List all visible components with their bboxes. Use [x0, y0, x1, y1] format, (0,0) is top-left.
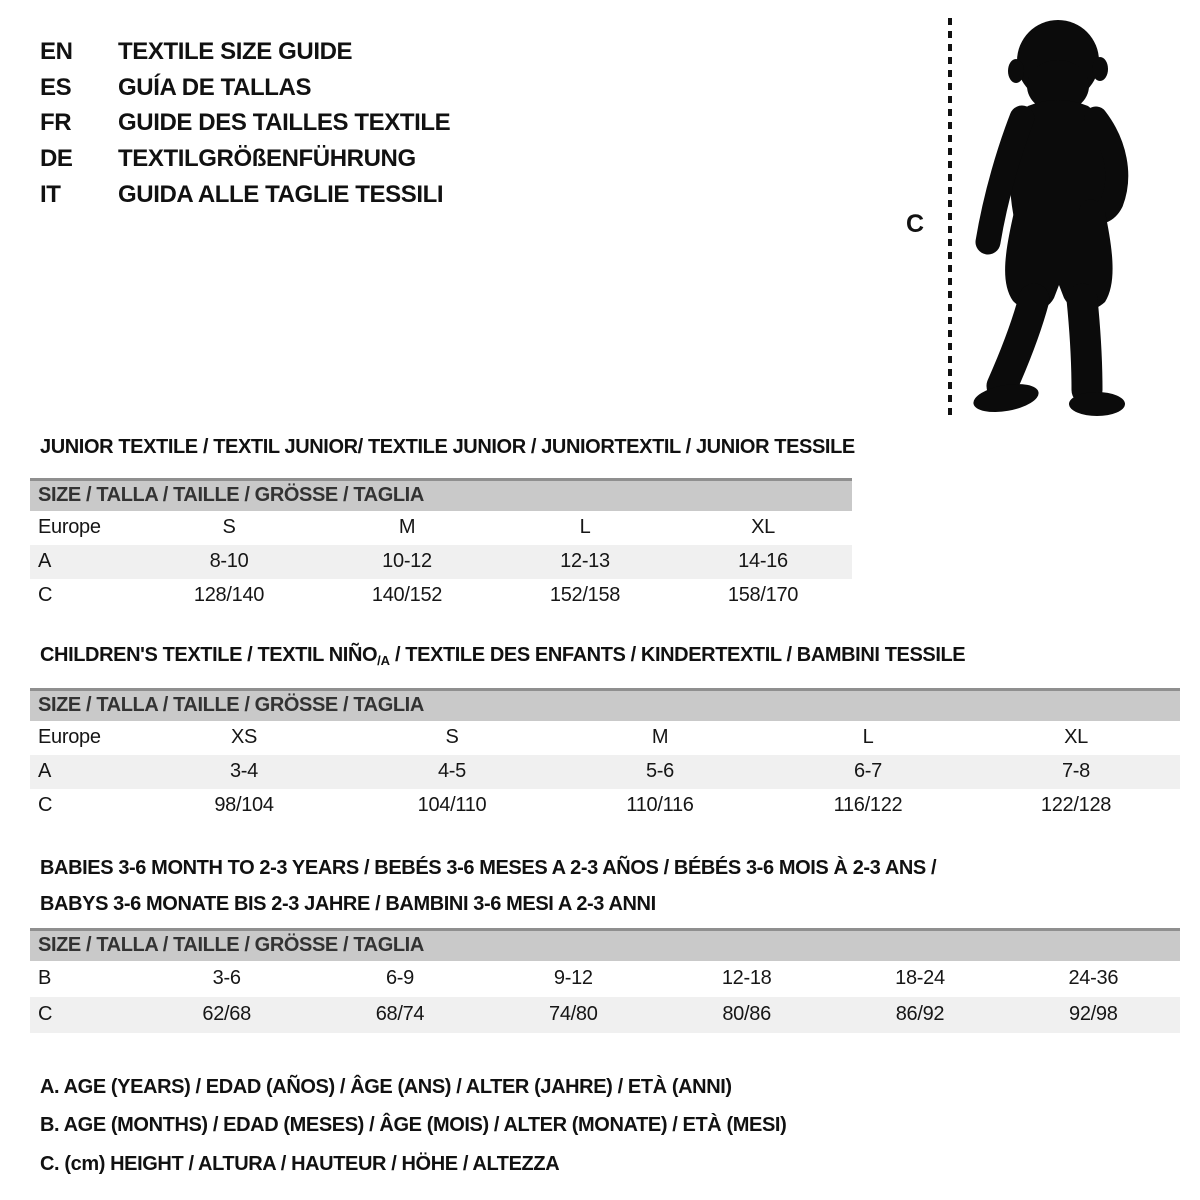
size-value: M [651, 726, 669, 748]
language-code: DE [40, 145, 73, 173]
footnote-legend [40, 1068, 786, 1184]
children-title-post: / TEXTILE DES ENFANTS / KINDERTEXTIL / BAMBINI TESSILE [389, 644, 966, 666]
babies-title-line2: BABYS 3-6 MONATE BIS 2-3 JAHRE / BAMBINI 3-6 MESI A 2-3 ANNI [40, 892, 656, 915]
row-label: C [30, 997, 140, 1033]
size-value: 8-10 [140, 545, 318, 579]
babies-section-title [40, 851, 936, 922]
footnote-b: B. AGE (MONTHS) / EDAD (MESES) / ÂGE (MOIS) / ALTER (MONATE) / ETÀ (MESI) [40, 1114, 787, 1137]
row-label: Europe [38, 726, 101, 748]
height-measure-line [948, 18, 952, 418]
size-value: 62/68 [140, 997, 313, 1033]
size-value: 12-18 [721, 967, 772, 989]
table-row [30, 579, 852, 613]
size-value: S [445, 726, 459, 748]
children-section-title [40, 644, 965, 668]
size-value: 10-12 [318, 545, 496, 579]
language-label: TEXTILE SIZE GUIDE [118, 37, 353, 65]
table-row [30, 511, 852, 545]
size-value: 18-24 [895, 967, 945, 989]
footnote-c: C. (cm) HEIGHT / ALTURA / HAUTEUR / HÖHE / ALTEZZA [40, 1152, 560, 1175]
size-value: L [579, 516, 591, 538]
table-row [30, 997, 1180, 1033]
size-value: 116/122 [833, 794, 903, 816]
children-title-subscript: /A [377, 653, 390, 668]
size-value: L [862, 726, 874, 748]
footnote-a: A. AGE (YEARS) / EDAD (AÑOS) / ÂGE (ANS) / ALTER (JAHRE) / ETÀ (ANNI) [40, 1075, 732, 1098]
language-label: TEXTILGRÖßENFÜHRUNG [118, 145, 416, 173]
size-value: XL [751, 516, 775, 538]
size-value: 86/92 [833, 997, 1006, 1033]
row-label: B [38, 967, 52, 989]
language-row-en [40, 34, 450, 70]
size-value: 152/158 [549, 584, 621, 606]
size-value: 4-5 [348, 755, 556, 789]
size-value: 110/116 [626, 794, 694, 816]
size-table-header: SIZE / TALLA / TAILLE / GRÖSSE / TAGLIA [30, 930, 1180, 961]
size-value: 24-36 [1068, 967, 1119, 989]
children-size-table [30, 688, 1180, 823]
size-value: XS [230, 726, 258, 748]
size-value: 74/80 [487, 997, 660, 1033]
size-value: 12-13 [496, 545, 674, 579]
size-value: 104/110 [417, 794, 487, 816]
language-label: GUÍA DE TALLAS [118, 73, 312, 101]
size-value: 7-8 [972, 755, 1180, 789]
size-value: 80/86 [660, 997, 833, 1033]
row-label: C [38, 794, 53, 816]
language-code: EN [40, 37, 73, 65]
size-value: 9-12 [553, 967, 593, 989]
language-list [40, 34, 450, 213]
size-value: 5-6 [556, 755, 764, 789]
size-table-header: SIZE / TALLA / TAILLE / GRÖSSE / TAGLIA [30, 690, 1180, 721]
size-value: 128/140 [193, 584, 265, 606]
size-value: 140/152 [371, 584, 443, 606]
table-row [30, 545, 852, 579]
table-row [30, 721, 1180, 755]
babies-size-table [30, 928, 1180, 1033]
language-row-es [40, 70, 450, 106]
size-value: 14-16 [674, 545, 852, 579]
size-table-header: SIZE / TALLA / TAILLE / GRÖSSE / TAGLIA [30, 480, 852, 511]
language-label: GUIDE DES TAILLES TEXTILE [118, 109, 451, 137]
row-label: A [30, 545, 140, 579]
size-value: 158/170 [727, 584, 799, 606]
size-value: 122/128 [1040, 794, 1112, 816]
language-row-de [40, 141, 450, 177]
junior-size-table [30, 478, 852, 613]
babies-title-line1: BABIES 3-6 MONTH TO 2-3 YEARS / BEBÉS 3-6 MESES A 2-3 AÑOS / BÉBÉS 3-6 MOIS À 2-3 ANS / [40, 857, 937, 879]
size-value: 6-9 [385, 967, 414, 989]
size-value: XL [1064, 726, 1088, 748]
table-row [30, 789, 1180, 823]
table-row [30, 755, 1180, 789]
size-value: 6-7 [764, 755, 972, 789]
row-label: Europe [38, 516, 101, 538]
language-code: IT [40, 181, 61, 209]
children-title-pre: CHILDREN'S TEXTILE / TEXTIL NIÑO [40, 644, 378, 666]
size-value: 68/74 [313, 997, 486, 1033]
size-value: 3-6 [212, 967, 241, 989]
size-value: 3-4 [140, 755, 348, 789]
size-value: 92/98 [1007, 997, 1180, 1033]
language-label: GUIDA ALLE TAGLIE TESSILI [118, 181, 444, 209]
row-label: C [38, 584, 53, 606]
size-value: 98/104 [214, 794, 274, 816]
size-value: M [398, 516, 416, 538]
toddler-silhouette-icon [966, 14, 1144, 419]
language-row-fr [40, 106, 450, 142]
row-label: A [30, 755, 140, 789]
table-row [30, 961, 1180, 997]
language-code: FR [40, 109, 72, 137]
language-code: ES [40, 73, 72, 101]
height-label-c: C [906, 210, 925, 238]
size-value: S [222, 516, 236, 538]
language-row-it [40, 177, 450, 213]
junior-section-title: JUNIOR TEXTILE / TEXTIL JUNIOR/ TEXTILE JUNIOR / JUNIORTEXTIL / JUNIOR TESSILE [40, 436, 855, 458]
